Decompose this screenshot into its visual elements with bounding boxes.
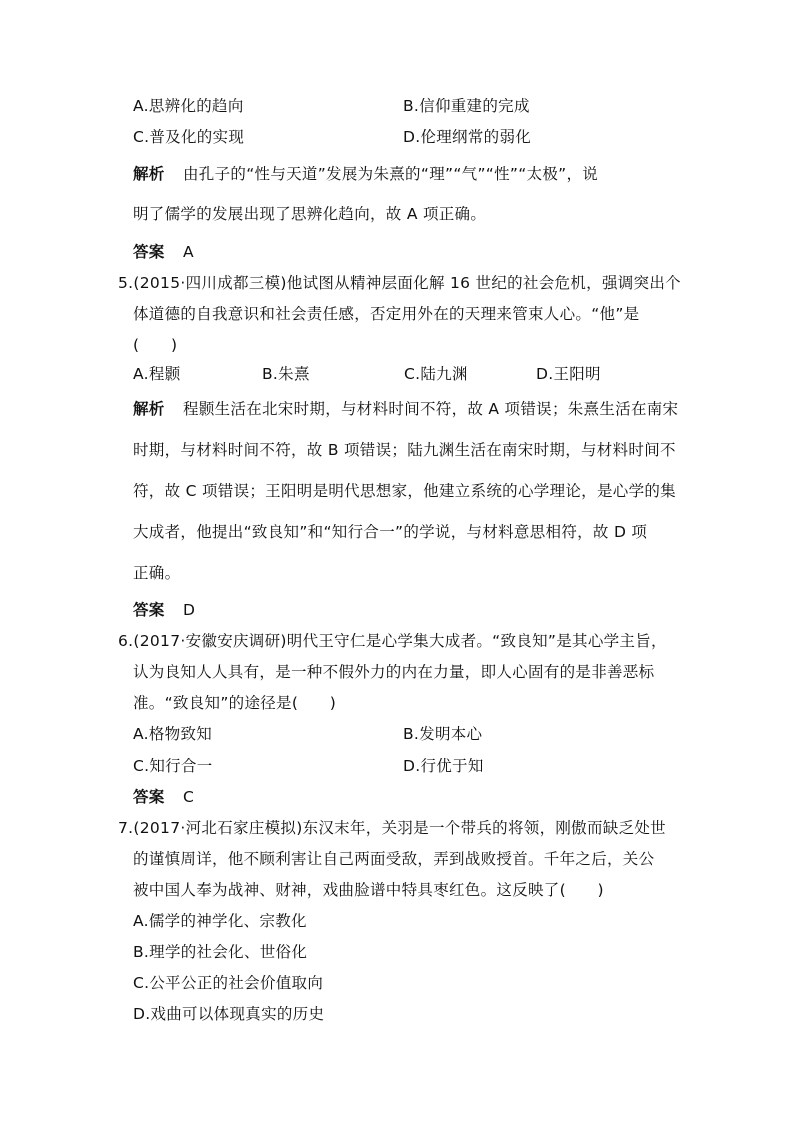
q5-analysis-label: 解析 [133,400,165,418]
q7-stem-line: 的谨慎周详，他不顾利害让自己两面受敌，弄到战败授首。千年之后，关公 [133,850,655,868]
q6-stem-line: 认为良知人人具有，是一种不假外力的内在力量，即人心固有的是非善恶标 [133,663,655,681]
q5-source-text: 5.(2015·四川成都三模) [118,274,287,292]
q4-option-a: A.思辨化的趋向 [133,97,244,115]
q7-option-c: C.公平公正的社会价值取向 [133,974,324,992]
q6-source [118,631,667,651]
q5-option-c: C.陆九渊 [404,365,468,383]
q6-answer-label: 答案 [133,788,165,806]
q7-source-text: 7.(2017·河北石家庄模拟) [118,819,303,837]
q7-option-b: B.理学的社会化、世俗化 [133,943,308,961]
q6-option-a: A.格物致知 [133,725,213,743]
q4-analysis-line: 明了儒学的发展出现了思辨化趋向，故 A 项正确。 [133,205,487,223]
q5-stem-line: 他试图从精神层面化解 16 世纪的社会危机，强调突出个 [286,274,681,292]
q7-source [118,818,666,838]
q5-option-d: D.王阳明 [536,365,601,383]
q6-option-c: C.知行合一 [133,757,213,775]
q5-source [118,273,681,293]
q6-option-b: B.发明本心 [403,725,483,743]
q4-answer-label: 答案 [133,243,165,261]
q4-answer: A [183,243,194,261]
q4-option-c: C.普及化的实现 [133,128,245,146]
q5-analysis-line: 大成者，他提出“致良知”和“知行合一”的学说，与材料意思相符，故 D 项 [133,523,648,541]
q7-option-a: A.儒学的神学化、宗教化 [133,912,307,930]
q4-option-b: B.信仰重建的完成 [403,97,530,115]
q5-option-b: B.朱熹 [262,365,310,383]
q5-answer: D [183,601,196,619]
q5-stem-line: ( ) [133,336,178,354]
q5-analysis-line: 符，故 C 项错误；王阳明是明代思想家，他建立系统的心学理论，是心学的集 [133,482,676,500]
q6-option-d: D.行优于知 [403,757,484,775]
q5-stem-line: 体道德的自我意识和社会责任感，否定用外在的天理来管束人心。“他”是 [133,305,640,323]
q5-analysis-line: 时期，与材料时间不符，故 B 项错误；陆九渊生活在南宋时期，与材料时间不 [133,441,676,459]
q6-stem-line: 准。“致良知”的途径是( ) [133,694,337,712]
q5-analysis-line: 程颢生活在北宋时期，与材料时间不符，故 A 项错误；朱熹生活在南宋 [183,400,679,418]
q6-answer: C [183,788,195,806]
q6-source-text: 6.(2017·安徽安庆调研) [118,632,287,650]
q4-analysis-label: 解析 [133,165,165,183]
q7-stem-line: 东汉末年，关羽是一个带兵的将领，刚傲而缺乏处世 [302,819,666,837]
q4-analysis-line: 由孔子的“性与天道”发展为朱熹的“理”“气”“性”“太极”，说 [183,165,599,183]
q6-stem-line: 明代王守仁是心学集大成者。“致良知”是其心学主旨， [286,632,667,650]
q5-option-a: A.程颢 [133,365,181,383]
q4-option-d: D.伦理纲常的弱化 [403,128,532,146]
q5-answer-label: 答案 [133,601,165,619]
q7-stem-line: 被中国人奉为战神、财神，戏曲脸谱中特具枣红色。这反映了( ) [133,881,604,899]
q7-option-d: D.戏曲可以体现真实的历史 [133,1005,325,1023]
q5-analysis-line: 正确。 [133,564,181,582]
